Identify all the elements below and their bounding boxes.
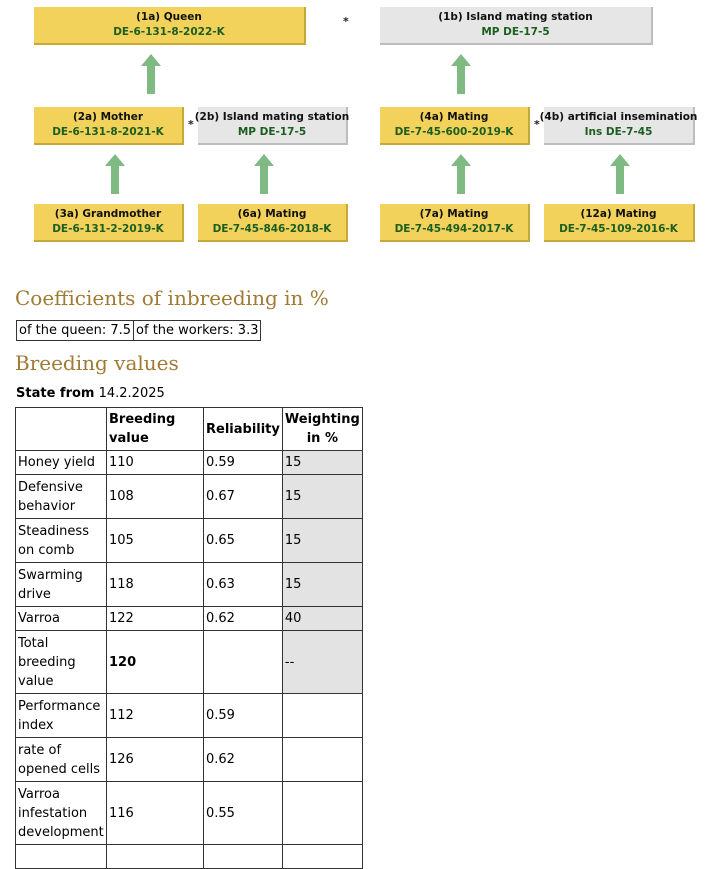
island-2b-title: (2b) Island mating station <box>194 111 350 123</box>
breeding-values-table <box>15 407 363 869</box>
up-arrow-icon <box>105 154 125 194</box>
header-weighting: Weighting in % <box>282 408 362 451</box>
weighting: 15 <box>282 475 362 519</box>
mating-6a-id: DE-7-45-846-2018-K <box>212 223 332 235</box>
island-mating-station-2b-box[interactable] <box>194 107 350 145</box>
trait-name: Steadiness on comb <box>16 519 107 563</box>
island-mating-station-1b-box[interactable] <box>380 7 653 45</box>
state-line <box>16 386 165 401</box>
header-reliability: Reliability <box>204 408 283 451</box>
reliability <box>204 631 283 694</box>
breeding-value: 120 <box>107 631 204 694</box>
table-row <box>16 694 363 738</box>
trait-name: Honey yield <box>16 451 107 475</box>
breeding-value: 118 <box>107 563 204 607</box>
mother-title: (2a) Mother <box>72 111 144 123</box>
weighting: -- <box>282 631 362 694</box>
breeding-value: 116 <box>107 782 204 845</box>
up-arrow-icon <box>451 154 471 194</box>
island-2b-id: MP DE-17-5 <box>237 126 307 138</box>
insem-4b-title: (4b) artificial insemination <box>539 111 698 123</box>
reliability: 0.59 <box>204 694 283 738</box>
mating-7a-box[interactable] <box>380 204 530 242</box>
weighting: 15 <box>282 563 362 607</box>
table-row-partial <box>16 845 363 869</box>
mating-4a-id: DE-7-45-600-2019-K <box>394 126 514 138</box>
insem-4b-id: Ins DE-7-45 <box>584 126 653 138</box>
table-row <box>16 782 363 845</box>
weighting: 15 <box>282 519 362 563</box>
table-header-row <box>16 408 363 451</box>
table-row <box>16 451 363 475</box>
queen-id: DE-6-131-8-2022-K <box>113 26 225 38</box>
trait-name: Defensive behavior <box>16 475 107 519</box>
mating-star: * <box>188 118 194 131</box>
mating-7a-title: (7a) Mating <box>419 208 489 220</box>
header-empty <box>16 408 107 451</box>
state-date: 14.2.2025 <box>98 386 165 401</box>
up-arrow-icon <box>254 154 274 194</box>
island-1b-id: MP DE-17-5 <box>481 26 550 38</box>
breeding-value: 108 <box>107 475 204 519</box>
reliability: 0.62 <box>204 607 283 631</box>
table-row <box>16 607 363 631</box>
mating-4a-title: (4a) Mating <box>419 111 489 123</box>
island-1b-title: (1b) Island mating station <box>438 11 593 23</box>
table-row <box>16 475 363 519</box>
mother-id: DE-6-131-8-2021-K <box>52 126 164 138</box>
trait-name: rate of opened cells <box>16 738 107 782</box>
weighting <box>282 694 362 738</box>
breeding-value: 126 <box>107 738 204 782</box>
reliability: 0.63 <box>204 563 283 607</box>
queen-box[interactable] <box>34 7 306 45</box>
mother-box[interactable] <box>34 107 184 145</box>
breeding-value: 110 <box>107 451 204 475</box>
breeding-value: 105 <box>107 519 204 563</box>
table-row <box>16 563 363 607</box>
reliability: 0.67 <box>204 475 283 519</box>
weighting: 15 <box>282 451 362 475</box>
mating-12a-id: DE-7-45-109-2016-K <box>559 223 678 235</box>
trait-name: Performance index <box>16 694 107 738</box>
table-row <box>16 738 363 782</box>
queen-title: (1a) Queen <box>136 11 202 23</box>
reliability: 0.62 <box>204 738 283 782</box>
table-row <box>16 631 363 694</box>
trait-name: Swarming drive <box>16 563 107 607</box>
inbreeding-queen: of the queen: 7.5 <box>17 321 134 341</box>
reliability: 0.55 <box>204 782 283 845</box>
weighting: 40 <box>282 607 362 631</box>
trait-name: Total breeding value <box>16 631 107 694</box>
trait-name: Varroa <box>16 607 107 631</box>
mating-4a-box[interactable] <box>380 107 530 145</box>
inbreeding-table <box>16 320 261 341</box>
up-arrow-icon <box>610 154 630 194</box>
artificial-insemination-4b-box[interactable] <box>539 107 698 145</box>
grandmother-id: DE-6-131-2-2019-K <box>52 223 164 235</box>
reliability: 0.59 <box>204 451 283 475</box>
reliability: 0.65 <box>204 519 283 563</box>
state-label: State from <box>16 386 95 401</box>
mating-6a-title: (6a) Mating <box>237 208 307 220</box>
breeding-value: 122 <box>107 607 204 631</box>
mating-7a-id: DE-7-45-494-2017-K <box>394 223 514 235</box>
breeding-value: 112 <box>107 694 204 738</box>
weighting <box>282 738 362 782</box>
breeding-values-heading: Breeding values <box>15 351 179 375</box>
mating-12a-box[interactable] <box>544 204 695 242</box>
up-arrow-icon <box>451 54 471 94</box>
table-row <box>16 519 363 563</box>
weighting <box>282 782 362 845</box>
mating-12a-title: (12a) Mating <box>580 208 657 220</box>
mating-6a-box[interactable] <box>198 204 348 242</box>
inbreeding-workers: of the workers: 3.3 <box>134 321 261 341</box>
mating-star: * <box>534 118 540 131</box>
grandmother-box[interactable] <box>34 204 184 242</box>
header-breeding-value: Breeding value <box>107 408 204 451</box>
grandmother-title: (3a) Grandmother <box>54 208 162 220</box>
mating-star: * <box>343 15 349 28</box>
up-arrow-icon <box>141 54 161 94</box>
inbreeding-heading: Coefficients of inbreeding in % <box>15 286 329 310</box>
trait-name: Varroa infestation development <box>16 782 107 845</box>
